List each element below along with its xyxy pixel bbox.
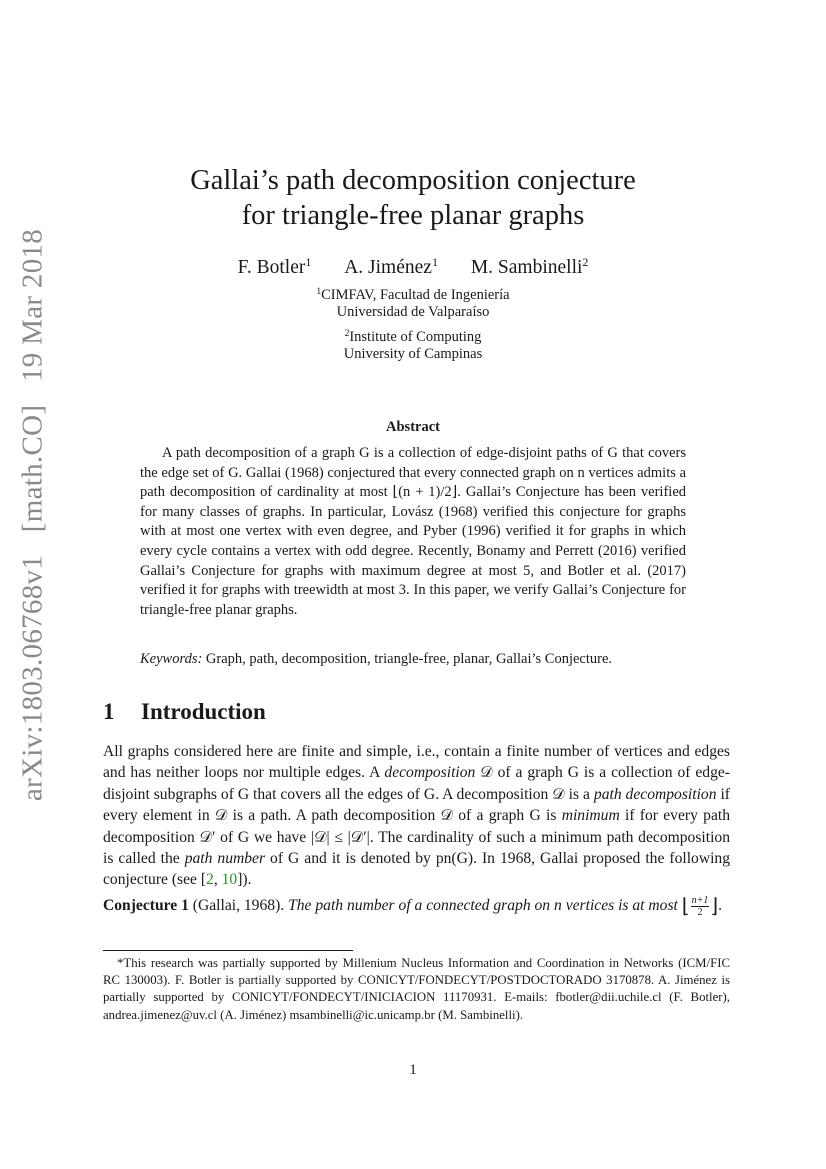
affiliation-line: Universidad de Valparaíso (336, 304, 490, 320)
affiliation-mark: 2 (582, 255, 589, 269)
section-heading (103, 699, 266, 725)
keywords-label: Keywords: (140, 651, 203, 667)
paper-title (0, 163, 826, 233)
text-run: All graphs considered here are finite and simple, i.e., contain a finite number of vertices and edges and has neither loops nor multiple edges. A (103, 743, 730, 782)
defined-term: minimum (561, 807, 620, 825)
section-title: Introduction (141, 699, 266, 724)
floor-close: ⌋ (710, 895, 719, 918)
arxiv-sidebar-stamp (8, 228, 58, 802)
arxiv-category: [math.CO] (16, 404, 49, 533)
arxiv-id: arXiv:1803.06768v1 (16, 554, 49, 802)
citation-link[interactable]: 2 (206, 871, 214, 889)
affiliation-1 (0, 284, 826, 321)
defined-term: path number (184, 850, 266, 868)
affiliation-2 (0, 326, 826, 363)
defined-term: path decomposition (593, 785, 717, 803)
author-list (0, 255, 826, 279)
abstract-heading: Abstract (386, 419, 440, 435)
text-run: if every element in 𝒟 is a path. A path decomposition 𝒟 of a graph G is (103, 785, 730, 825)
conjecture-statement: The path number of a connected graph on n vertices is at most (288, 897, 678, 915)
keywords-text: Graph, path, decomposition, triangle-free, planar, Gallai’s Conjecture. (205, 651, 613, 667)
page-number: 1 (409, 1062, 417, 1078)
footnote: *This research was partially supported by Millenium Nucleus Information and Coordination in Networks (ICM/FIC RC 130003). F. Botler is partially supported by CONICYT/FONDECYT/POSTDOCTORADO 3170878. A. Jiménez is partially supported by CONICYT/FONDECYT/INICIACION 11170931. E-mails: fbotler@dii.uchile.cl (F. Botler), andrea.jimenez@uv.cl (A. Jiménez) msambinelli@ic.unicamp.br (M. Sambinelli). (103, 956, 730, 1022)
text-run: of G and it is denoted by pn(G). In 1968, Gallai proposed the following conjecture (see [ (103, 850, 731, 889)
title-line-1: Gallai’s path decomposition conjecture (190, 165, 636, 196)
text-run: 𝒟 of a graph G is a collection of edge-disjoint subgraphs of G that covers all the edges of G. A decomposition 𝒟 is a (103, 764, 731, 803)
citation-link[interactable]: 10 (221, 871, 238, 889)
conjecture-attribution: (Gallai, 1968). (192, 897, 285, 915)
author (344, 255, 438, 279)
section-number: 1 (103, 699, 115, 724)
text-run: . (718, 897, 723, 915)
arxiv-date: 19 Mar 2018 (16, 228, 49, 383)
author (238, 255, 312, 279)
abstract-body: A path decomposition of a graph G is a collection of edge-disjoint paths of G that covers the edge set of G. Gallai (1968) conjectured that every connected graph on n vertices admits a path decomposition of cardinality at most ⌊(n + 1)/2⌋. Gallai’s Conjecture has been verified for many classes of graphs. In particular, Lovász (1968) verified this conjecture for graphs with at most one vertex with even degree, and Pyber (1996) verified it for graphs in which every cycle contains a vertex with odd degree. Recently, Bonamy and Perrett (2016) verified Gallai’s Conjecture for graphs with maximum degree at most 5, and Botler et al. (2017) verified it for graphs with treewidth at most 3. In this paper, we verify Gallai’s Conjecture for triangle-free planar graphs. (140, 445, 686, 618)
affiliation-mark: 2 (344, 329, 350, 339)
fraction-numerator: n+1 (691, 895, 709, 906)
text-run: ]). (237, 871, 252, 889)
author (471, 255, 589, 279)
affiliation-line: University of Campinas (343, 346, 483, 362)
conjecture-block (103, 895, 730, 918)
text-run: if for every path decomposition 𝒟′ of G we have |𝒟| ≤ |𝒟′|. The cardinality of such a minimum path decomposition is called the (103, 807, 731, 868)
affiliation-line: Institute of Computing (349, 329, 482, 345)
affiliation-line: CIMFAV, Facultad de Ingeniería (321, 287, 510, 303)
defined-term: decomposition (384, 764, 476, 782)
conjecture-label: Conjecture 1 (103, 897, 189, 915)
affiliation-mark: 1 (316, 287, 322, 297)
fraction (691, 895, 710, 918)
affiliation-mark: 1 (305, 255, 312, 269)
author-name: M. Sambinelli (470, 257, 583, 278)
intro-paragraph (103, 741, 730, 891)
footnote-rule (103, 950, 353, 951)
author-name: A. Jiménez (344, 257, 432, 278)
text-run: , (213, 871, 222, 889)
fraction-denominator: 2 (697, 907, 703, 918)
floor-open: ⌊ (681, 895, 690, 918)
author-name: F. Botler (237, 257, 306, 278)
keywords (140, 651, 700, 668)
title-line-2: for triangle-free planar graphs (241, 200, 585, 231)
affiliation-mark: 1 (431, 255, 438, 269)
